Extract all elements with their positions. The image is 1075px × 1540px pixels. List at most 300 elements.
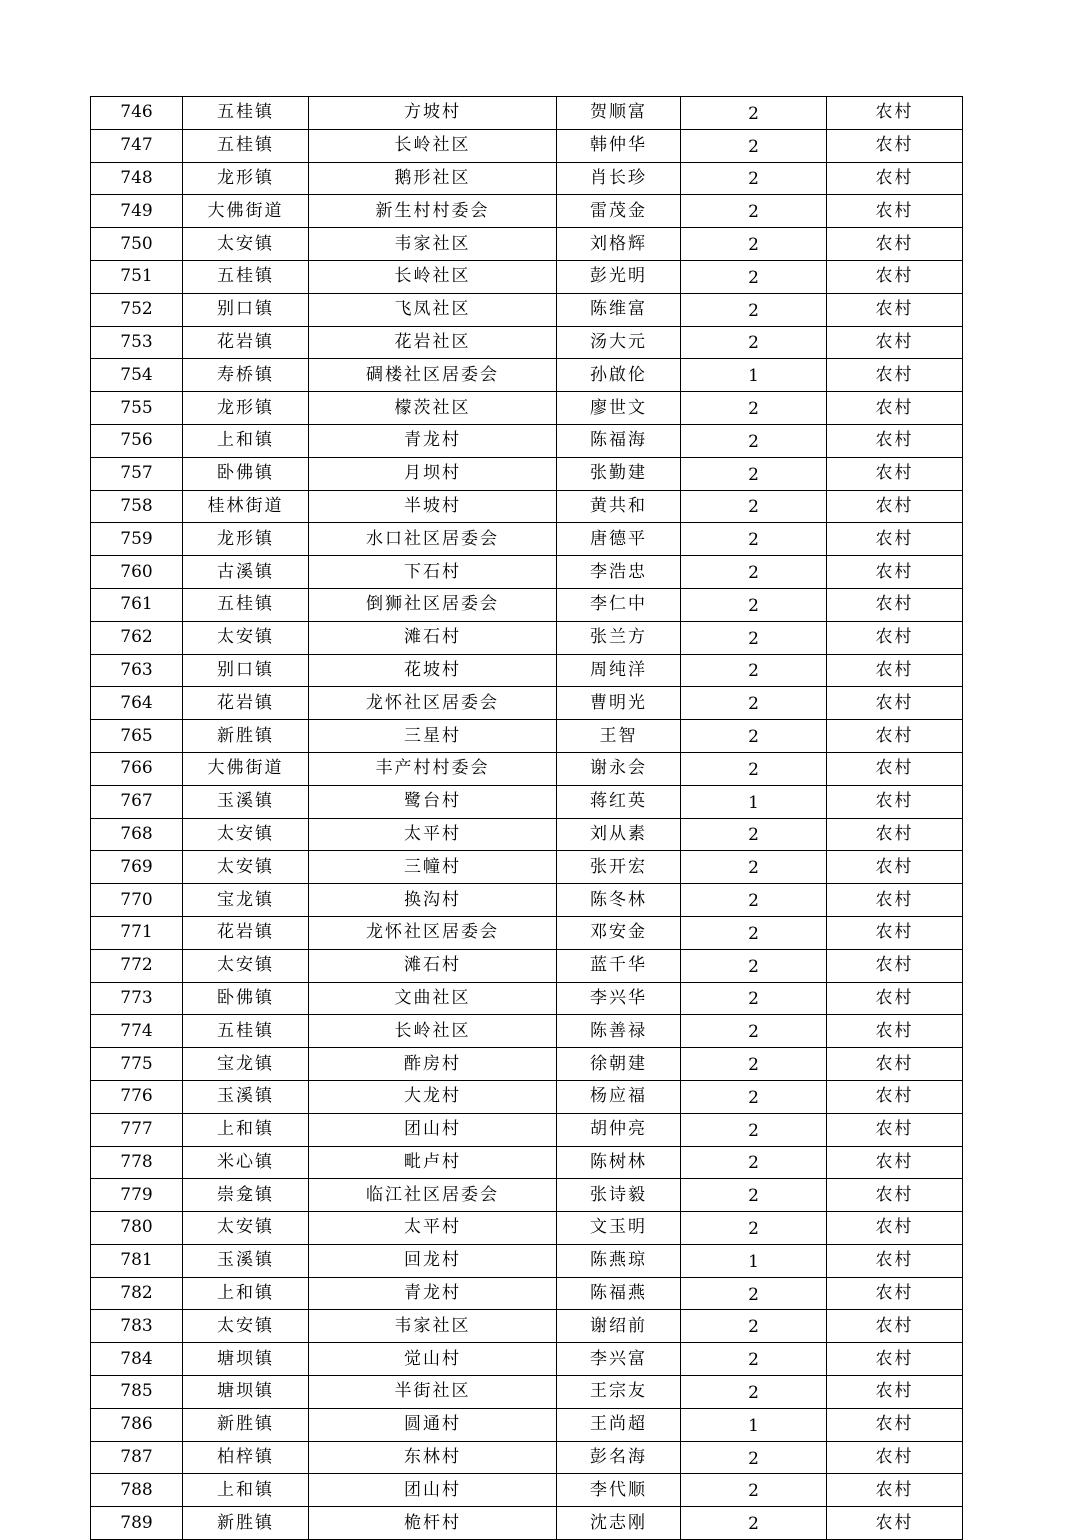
town-cell: 宝龙镇 — [183, 1048, 309, 1081]
count-cell: 2 — [681, 949, 827, 982]
row-number: 782 — [91, 1277, 183, 1310]
table-row — [91, 326, 963, 359]
row-number: 771 — [91, 916, 183, 949]
type-cell: 农村 — [827, 851, 963, 884]
table-row — [91, 1212, 963, 1245]
town-cell: 寿桥镇 — [183, 359, 309, 392]
type-cell: 农村 — [827, 949, 963, 982]
town-cell: 古溪镇 — [183, 556, 309, 589]
village-cell: 飞凤社区 — [309, 293, 557, 326]
row-number: 756 — [91, 424, 183, 457]
count-cell: 2 — [681, 720, 827, 753]
count-cell: 2 — [681, 293, 827, 326]
village-cell: 檬茨社区 — [309, 392, 557, 425]
type-cell: 农村 — [827, 293, 963, 326]
row-number: 779 — [91, 1179, 183, 1212]
name-cell: 陈善禄 — [557, 1015, 681, 1048]
name-cell: 王宗友 — [557, 1376, 681, 1409]
row-number: 773 — [91, 982, 183, 1015]
count-cell: 2 — [681, 687, 827, 720]
village-cell: 丰产村村委会 — [309, 752, 557, 785]
count-cell: 1 — [681, 359, 827, 392]
table-row — [91, 818, 963, 851]
row-number: 755 — [91, 392, 183, 425]
count-cell: 2 — [681, 523, 827, 556]
village-cell: 长岭社区 — [309, 129, 557, 162]
village-cell: 长岭社区 — [309, 260, 557, 293]
count-cell: 2 — [681, 1441, 827, 1474]
table-row — [91, 1376, 963, 1409]
type-cell: 农村 — [827, 129, 963, 162]
village-cell: 龙怀社区居委会 — [309, 687, 557, 720]
village-cell: 月坝村 — [309, 457, 557, 490]
village-cell: 三星村 — [309, 720, 557, 753]
type-cell: 农村 — [827, 1310, 963, 1343]
row-number: 775 — [91, 1048, 183, 1081]
type-cell: 农村 — [827, 1179, 963, 1212]
row-number: 761 — [91, 588, 183, 621]
town-cell: 玉溪镇 — [183, 785, 309, 818]
table-row — [91, 195, 963, 228]
type-cell: 农村 — [827, 752, 963, 785]
town-cell: 塘坝镇 — [183, 1376, 309, 1409]
town-cell: 上和镇 — [183, 424, 309, 457]
town-cell: 上和镇 — [183, 1474, 309, 1507]
count-cell: 2 — [681, 818, 827, 851]
type-cell: 农村 — [827, 326, 963, 359]
name-cell: 张开宏 — [557, 851, 681, 884]
village-cell: 东林村 — [309, 1441, 557, 1474]
type-cell: 农村 — [827, 162, 963, 195]
town-cell: 新胜镇 — [183, 1408, 309, 1441]
name-cell: 陈冬林 — [557, 884, 681, 917]
name-cell: 韩仲华 — [557, 129, 681, 162]
type-cell: 农村 — [827, 1080, 963, 1113]
count-cell: 2 — [681, 1113, 827, 1146]
row-number: 753 — [91, 326, 183, 359]
village-cell: 鹭台村 — [309, 785, 557, 818]
count-cell: 2 — [681, 1015, 827, 1048]
table-row — [91, 228, 963, 261]
town-cell: 龙形镇 — [183, 523, 309, 556]
village-cell: 大龙村 — [309, 1080, 557, 1113]
name-cell: 文玉明 — [557, 1212, 681, 1245]
type-cell: 农村 — [827, 1146, 963, 1179]
type-cell: 农村 — [827, 720, 963, 753]
town-cell: 五桂镇 — [183, 97, 309, 130]
row-number: 758 — [91, 490, 183, 523]
table-row — [91, 1146, 963, 1179]
type-cell: 农村 — [827, 195, 963, 228]
village-cell: 换沟村 — [309, 884, 557, 917]
town-cell: 五桂镇 — [183, 588, 309, 621]
table-row — [91, 1244, 963, 1277]
type-cell: 农村 — [827, 621, 963, 654]
name-cell: 李仁中 — [557, 588, 681, 621]
row-number: 780 — [91, 1212, 183, 1245]
name-cell: 汤大元 — [557, 326, 681, 359]
name-cell: 廖世文 — [557, 392, 681, 425]
village-cell: 半坡村 — [309, 490, 557, 523]
type-cell: 农村 — [827, 818, 963, 851]
village-cell: 觉山村 — [309, 1343, 557, 1376]
type-cell: 农村 — [827, 654, 963, 687]
count-cell: 2 — [681, 1343, 827, 1376]
row-number: 750 — [91, 228, 183, 261]
table-row — [91, 490, 963, 523]
type-cell: 农村 — [827, 490, 963, 523]
name-cell: 唐德平 — [557, 523, 681, 556]
town-cell: 别口镇 — [183, 293, 309, 326]
count-cell: 2 — [681, 1376, 827, 1409]
town-cell: 太安镇 — [183, 818, 309, 851]
type-cell: 农村 — [827, 982, 963, 1015]
village-cell: 滩石村 — [309, 949, 557, 982]
town-cell: 别口镇 — [183, 654, 309, 687]
table-row — [91, 1310, 963, 1343]
count-cell: 2 — [681, 195, 827, 228]
town-cell: 玉溪镇 — [183, 1080, 309, 1113]
town-cell: 花岩镇 — [183, 687, 309, 720]
count-cell: 2 — [681, 556, 827, 589]
count-cell: 2 — [681, 326, 827, 359]
row-number: 766 — [91, 752, 183, 785]
village-cell: 文曲社区 — [309, 982, 557, 1015]
village-cell: 花坡村 — [309, 654, 557, 687]
town-cell: 玉溪镇 — [183, 1244, 309, 1277]
table-row — [91, 1080, 963, 1113]
village-cell: 鹅形社区 — [309, 162, 557, 195]
type-cell: 农村 — [827, 1343, 963, 1376]
count-cell: 2 — [681, 97, 827, 130]
name-cell: 王智 — [557, 720, 681, 753]
row-number: 785 — [91, 1376, 183, 1409]
name-cell: 沈志刚 — [557, 1507, 681, 1540]
type-cell: 农村 — [827, 1048, 963, 1081]
row-number: 787 — [91, 1441, 183, 1474]
table-row — [91, 654, 963, 687]
town-cell: 太安镇 — [183, 1212, 309, 1245]
name-cell: 李代顺 — [557, 1474, 681, 1507]
name-cell: 陈燕琼 — [557, 1244, 681, 1277]
table-row — [91, 1408, 963, 1441]
table-row — [91, 916, 963, 949]
name-cell: 李浩忠 — [557, 556, 681, 589]
name-cell: 蓝千华 — [557, 949, 681, 982]
count-cell: 2 — [681, 162, 827, 195]
row-number: 774 — [91, 1015, 183, 1048]
name-cell: 陈树林 — [557, 1146, 681, 1179]
table-row — [91, 523, 963, 556]
table-row — [91, 1441, 963, 1474]
town-cell: 太安镇 — [183, 228, 309, 261]
row-number: 769 — [91, 851, 183, 884]
village-cell: 太平村 — [309, 818, 557, 851]
count-cell: 2 — [681, 392, 827, 425]
village-cell: 花岩社区 — [309, 326, 557, 359]
type-cell: 农村 — [827, 785, 963, 818]
town-cell: 上和镇 — [183, 1113, 309, 1146]
village-cell: 回龙村 — [309, 1244, 557, 1277]
town-cell: 太安镇 — [183, 949, 309, 982]
count-cell: 2 — [681, 1310, 827, 1343]
town-cell: 上和镇 — [183, 1277, 309, 1310]
name-cell: 刘格辉 — [557, 228, 681, 261]
count-cell: 2 — [681, 916, 827, 949]
table-row — [91, 1507, 963, 1540]
name-cell: 彭光明 — [557, 260, 681, 293]
table-row — [91, 162, 963, 195]
row-number: 778 — [91, 1146, 183, 1179]
name-cell: 邓安金 — [557, 916, 681, 949]
type-cell: 农村 — [827, 1441, 963, 1474]
table-row — [91, 949, 963, 982]
village-cell: 三幢村 — [309, 851, 557, 884]
table-row — [91, 1343, 963, 1376]
count-cell: 1 — [681, 785, 827, 818]
town-cell: 卧佛镇 — [183, 982, 309, 1015]
count-cell: 2 — [681, 884, 827, 917]
name-cell: 张诗毅 — [557, 1179, 681, 1212]
name-cell: 周纯洋 — [557, 654, 681, 687]
count-cell: 2 — [681, 752, 827, 785]
town-cell: 太安镇 — [183, 621, 309, 654]
table-row — [91, 785, 963, 818]
count-cell: 2 — [681, 1212, 827, 1245]
name-cell: 张勤建 — [557, 457, 681, 490]
count-cell: 2 — [681, 1277, 827, 1310]
village-cell: 水口社区居委会 — [309, 523, 557, 556]
name-cell: 李兴华 — [557, 982, 681, 1015]
name-cell: 陈福海 — [557, 424, 681, 457]
count-cell: 2 — [681, 621, 827, 654]
village-cell: 毗卢村 — [309, 1146, 557, 1179]
name-cell: 谢永会 — [557, 752, 681, 785]
town-cell: 宝龙镇 — [183, 884, 309, 917]
count-cell: 1 — [681, 1408, 827, 1441]
count-cell: 2 — [681, 490, 827, 523]
village-cell: 半街社区 — [309, 1376, 557, 1409]
type-cell: 农村 — [827, 1376, 963, 1409]
table-row — [91, 1179, 963, 1212]
records-table — [90, 96, 963, 1540]
row-number: 748 — [91, 162, 183, 195]
table-row — [91, 1474, 963, 1507]
row-number: 746 — [91, 97, 183, 130]
type-cell: 农村 — [827, 424, 963, 457]
table-row — [91, 884, 963, 917]
town-cell: 花岩镇 — [183, 916, 309, 949]
row-number: 765 — [91, 720, 183, 753]
table-row — [91, 424, 963, 457]
town-cell: 塘坝镇 — [183, 1343, 309, 1376]
village-cell: 圆通村 — [309, 1408, 557, 1441]
table-row — [91, 1277, 963, 1310]
table-row — [91, 260, 963, 293]
type-cell: 农村 — [827, 884, 963, 917]
table-row — [91, 457, 963, 490]
table-row — [91, 97, 963, 130]
count-cell: 2 — [681, 424, 827, 457]
town-cell: 新胜镇 — [183, 1507, 309, 1540]
records-table-body — [91, 97, 963, 1540]
type-cell: 农村 — [827, 916, 963, 949]
table-row — [91, 1015, 963, 1048]
village-cell: 青龙村 — [309, 424, 557, 457]
row-number: 781 — [91, 1244, 183, 1277]
village-cell: 龙怀社区居委会 — [309, 916, 557, 949]
table-row — [91, 752, 963, 785]
row-number: 772 — [91, 949, 183, 982]
count-cell: 2 — [681, 129, 827, 162]
table-row — [91, 851, 963, 884]
row-number: 770 — [91, 884, 183, 917]
table-row — [91, 982, 963, 1015]
type-cell: 农村 — [827, 1015, 963, 1048]
name-cell: 孙啟伦 — [557, 359, 681, 392]
name-cell: 徐朝建 — [557, 1048, 681, 1081]
row-number: 754 — [91, 359, 183, 392]
table-row — [91, 359, 963, 392]
village-cell: 韦家社区 — [309, 1310, 557, 1343]
village-cell: 酢房村 — [309, 1048, 557, 1081]
count-cell: 2 — [681, 1146, 827, 1179]
count-cell: 2 — [681, 982, 827, 1015]
row-number: 786 — [91, 1408, 183, 1441]
type-cell: 农村 — [827, 457, 963, 490]
table-row — [91, 588, 963, 621]
table-row — [91, 1113, 963, 1146]
name-cell: 陈维富 — [557, 293, 681, 326]
village-cell: 韦家社区 — [309, 228, 557, 261]
type-cell: 农村 — [827, 556, 963, 589]
type-cell: 农村 — [827, 1212, 963, 1245]
name-cell: 张兰方 — [557, 621, 681, 654]
row-number: 763 — [91, 654, 183, 687]
row-number: 784 — [91, 1343, 183, 1376]
type-cell: 农村 — [827, 228, 963, 261]
village-cell: 碉楼社区居委会 — [309, 359, 557, 392]
type-cell: 农村 — [827, 1507, 963, 1540]
name-cell: 陈福燕 — [557, 1277, 681, 1310]
row-number: 759 — [91, 523, 183, 556]
count-cell: 2 — [681, 1048, 827, 1081]
row-number: 776 — [91, 1080, 183, 1113]
town-cell: 柏梓镇 — [183, 1441, 309, 1474]
village-cell: 长岭社区 — [309, 1015, 557, 1048]
row-number: 760 — [91, 556, 183, 589]
type-cell: 农村 — [827, 687, 963, 720]
table-row — [91, 392, 963, 425]
row-number: 762 — [91, 621, 183, 654]
name-cell: 彭名海 — [557, 1441, 681, 1474]
name-cell: 谢绍前 — [557, 1310, 681, 1343]
table-row — [91, 129, 963, 162]
town-cell: 五桂镇 — [183, 129, 309, 162]
village-cell: 下石村 — [309, 556, 557, 589]
count-cell: 2 — [681, 1179, 827, 1212]
count-cell: 2 — [681, 228, 827, 261]
table-row — [91, 621, 963, 654]
count-cell: 2 — [681, 260, 827, 293]
town-cell: 米心镇 — [183, 1146, 309, 1179]
name-cell: 曹明光 — [557, 687, 681, 720]
town-cell: 新胜镇 — [183, 720, 309, 753]
count-cell: 2 — [681, 1474, 827, 1507]
name-cell: 蒋红英 — [557, 785, 681, 818]
row-number: 783 — [91, 1310, 183, 1343]
count-cell: 2 — [681, 851, 827, 884]
row-number: 749 — [91, 195, 183, 228]
table-row — [91, 687, 963, 720]
village-cell: 青龙村 — [309, 1277, 557, 1310]
name-cell: 李兴富 — [557, 1343, 681, 1376]
type-cell: 农村 — [827, 1113, 963, 1146]
village-cell: 团山村 — [309, 1474, 557, 1507]
type-cell: 农村 — [827, 392, 963, 425]
count-cell: 2 — [681, 457, 827, 490]
type-cell: 农村 — [827, 1474, 963, 1507]
table-row — [91, 293, 963, 326]
town-cell: 龙形镇 — [183, 392, 309, 425]
type-cell: 农村 — [827, 1277, 963, 1310]
village-cell: 新生村村委会 — [309, 195, 557, 228]
town-cell: 卧佛镇 — [183, 457, 309, 490]
count-cell: 2 — [681, 588, 827, 621]
village-cell: 桅杆村 — [309, 1507, 557, 1540]
type-cell: 农村 — [827, 260, 963, 293]
row-number: 768 — [91, 818, 183, 851]
row-number: 767 — [91, 785, 183, 818]
village-cell: 临江社区居委会 — [309, 1179, 557, 1212]
row-number: 788 — [91, 1474, 183, 1507]
name-cell: 贺顺富 — [557, 97, 681, 130]
row-number: 789 — [91, 1507, 183, 1540]
name-cell: 胡仲亮 — [557, 1113, 681, 1146]
village-cell: 滩石村 — [309, 621, 557, 654]
count-cell: 2 — [681, 1080, 827, 1113]
town-cell: 桂林街道 — [183, 490, 309, 523]
name-cell: 王尚超 — [557, 1408, 681, 1441]
type-cell: 农村 — [827, 1244, 963, 1277]
type-cell: 农村 — [827, 523, 963, 556]
type-cell: 农村 — [827, 588, 963, 621]
table-row — [91, 720, 963, 753]
village-cell: 方坡村 — [309, 97, 557, 130]
name-cell: 杨应福 — [557, 1080, 681, 1113]
town-cell: 花岩镇 — [183, 326, 309, 359]
row-number: 747 — [91, 129, 183, 162]
town-cell: 五桂镇 — [183, 260, 309, 293]
town-cell: 大佛街道 — [183, 752, 309, 785]
type-cell: 农村 — [827, 1408, 963, 1441]
row-number: 751 — [91, 260, 183, 293]
type-cell: 农村 — [827, 97, 963, 130]
count-cell: 2 — [681, 654, 827, 687]
village-cell: 太平村 — [309, 1212, 557, 1245]
town-cell: 太安镇 — [183, 851, 309, 884]
town-cell: 崇龛镇 — [183, 1179, 309, 1212]
town-cell: 龙形镇 — [183, 162, 309, 195]
row-number: 757 — [91, 457, 183, 490]
village-cell: 倒狮社区居委会 — [309, 588, 557, 621]
town-cell: 大佛街道 — [183, 195, 309, 228]
row-number: 777 — [91, 1113, 183, 1146]
village-cell: 团山村 — [309, 1113, 557, 1146]
row-number: 764 — [91, 687, 183, 720]
table-row — [91, 1048, 963, 1081]
town-cell: 五桂镇 — [183, 1015, 309, 1048]
